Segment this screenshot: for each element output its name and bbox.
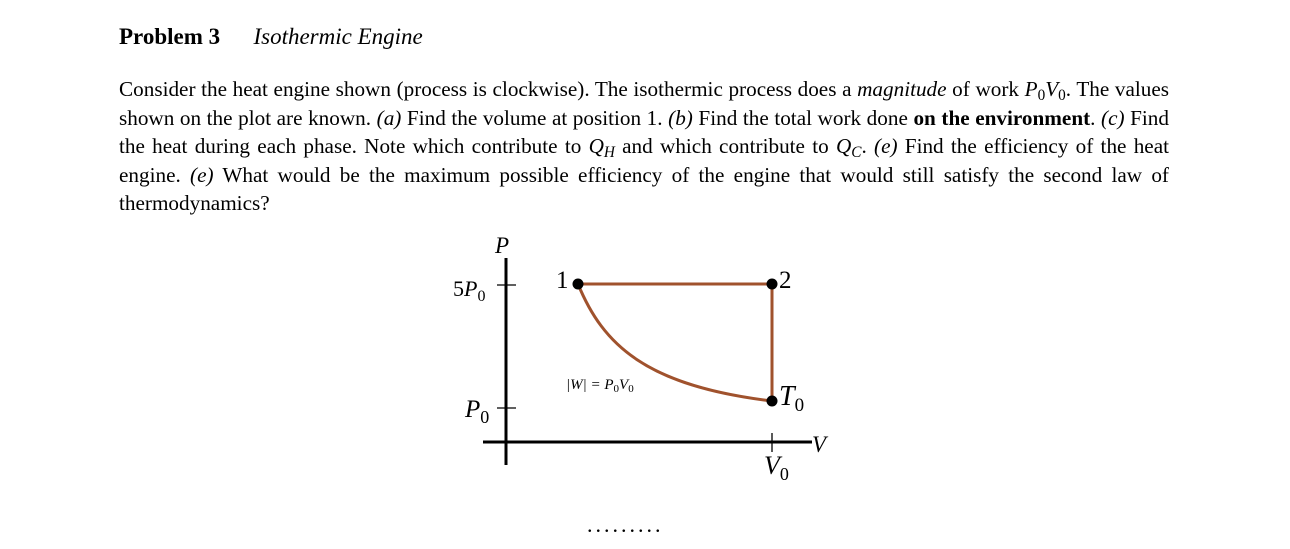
point-1-label: 1 bbox=[556, 267, 569, 294]
tick-p0-label: $P_0$ bbox=[465, 396, 490, 427]
point-1-marker bbox=[573, 279, 584, 290]
problem-statement: Consider the heat engine shown (process is clockwise). The isothermic process does a magnitude of work $P_0V_0$. The values shown on the plot are known. (a) Find the volume at position 1. (b) Find the total work done on the environment. (c) Find the heat during each phase. Note which contribute to QH and which contribute to QC. (e) Find the efficiency of the heat engine. (e) What would be the maximum possible efficiency of the engine that would still satisfy the second law of thermodynamics? bbox=[119, 77, 1170, 216]
part-e-label-2: (e) bbox=[190, 162, 214, 187]
point-t0-marker bbox=[767, 396, 778, 407]
part-e-label-1: (e) bbox=[874, 134, 898, 159]
part-a-label: (a) bbox=[376, 105, 402, 130]
work-label: $|W| = P_0V_0$ bbox=[566, 377, 634, 395]
point-2-marker bbox=[767, 279, 778, 290]
axis-p-label: P bbox=[495, 233, 510, 258]
tick-5p0-label: $5P_0$ bbox=[453, 276, 486, 305]
bold-environment: on the environment bbox=[913, 105, 1091, 130]
problem-title: Isothermic Engine bbox=[253, 24, 423, 49]
problem-number: Problem 3 bbox=[119, 24, 221, 49]
continuation-dots: ......... bbox=[587, 512, 664, 537]
emphasis-magnitude: magnitude bbox=[857, 77, 947, 101]
part-c-label: (c) bbox=[1101, 105, 1125, 130]
axis-v-label: V bbox=[812, 432, 827, 457]
point-2-label: 2 bbox=[779, 267, 792, 294]
tick-v0-label: $V_0$ bbox=[764, 451, 789, 484]
t0-label: $T_0$ bbox=[779, 381, 805, 416]
part-b-label: (b) bbox=[668, 105, 693, 130]
